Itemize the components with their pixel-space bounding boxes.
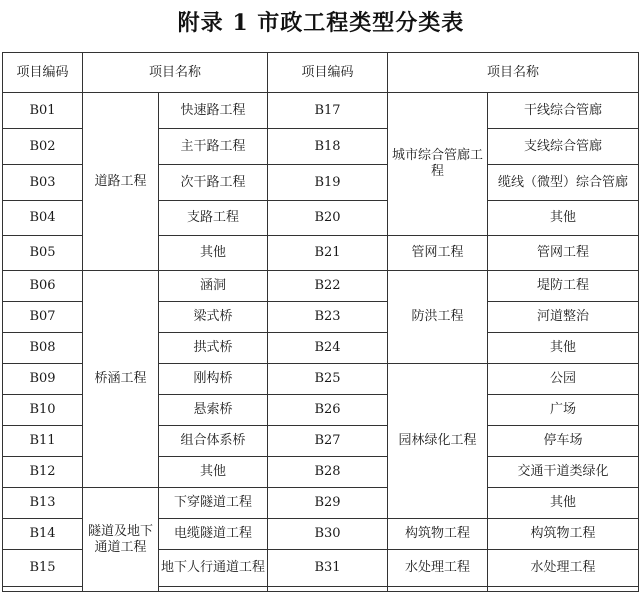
- empty-cell: [488, 587, 639, 592]
- header-row: [3, 53, 639, 93]
- header-code-right: 项目编码: [268, 53, 388, 93]
- subtype-cell: 干线综合管廊: [488, 93, 639, 129]
- subtype-cell: 构筑物工程: [488, 519, 639, 550]
- group-cell-water: 水处理工程: [388, 550, 488, 587]
- code-cell: B10: [3, 395, 83, 426]
- code-cell: B11: [3, 426, 83, 457]
- code-cell: B22: [268, 271, 388, 302]
- subtype-cell: 广场: [488, 395, 639, 426]
- header-name-left: 项目名称: [83, 53, 268, 93]
- table-row: [3, 93, 639, 129]
- subtype-cell: 涵洞: [159, 271, 268, 302]
- subtype-cell: 其他: [159, 457, 268, 488]
- subtype-cell: 堤防工程: [488, 271, 639, 302]
- code-cell: B26: [268, 395, 388, 426]
- subtype-cell: 停车场: [488, 426, 639, 457]
- group-cell-structure: 构筑物工程: [388, 519, 488, 550]
- subtype-cell: 主干路工程: [159, 129, 268, 165]
- code-cell: B03: [3, 165, 83, 201]
- code-cell: B30: [268, 519, 388, 550]
- subtype-cell: 其他: [488, 201, 639, 236]
- subtype-cell: 公园: [488, 364, 639, 395]
- code-cell: B13: [3, 488, 83, 519]
- subtype-cell: 交通干道类绿化: [488, 457, 639, 488]
- subtype-cell: 河道整治: [488, 302, 639, 333]
- empty-cell: [3, 587, 83, 592]
- subtype-cell: 管网工程: [488, 236, 639, 271]
- code-cell: B04: [3, 201, 83, 236]
- code-cell: B14: [3, 519, 83, 550]
- code-cell: B07: [3, 302, 83, 333]
- header-name-right: 项目名称: [388, 53, 639, 93]
- code-cell: B28: [268, 457, 388, 488]
- subtype-cell: 次干路工程: [159, 165, 268, 201]
- group-cell-pipe-network: 管网工程: [388, 236, 488, 271]
- empty-cell: [159, 587, 268, 592]
- subtype-cell: 电缆隧道工程: [159, 519, 268, 550]
- group-cell-road: 道路工程: [83, 93, 159, 271]
- subtype-cell: 其他: [488, 333, 639, 364]
- subtype-cell: 其他: [488, 488, 639, 519]
- subtype-cell: 快速路工程: [159, 93, 268, 129]
- code-cell: B27: [268, 426, 388, 457]
- code-cell: B19: [268, 165, 388, 201]
- empty-cell: [388, 587, 488, 592]
- group-cell-pipe-gallery: 城市综合管廊工程: [388, 93, 488, 236]
- subtype-cell: 拱式桥: [159, 333, 268, 364]
- subtype-cell: 水处理工程: [488, 550, 639, 587]
- code-cell: B18: [268, 129, 388, 165]
- subtype-cell: 其他: [159, 236, 268, 271]
- code-cell: B21: [268, 236, 388, 271]
- code-cell: B12: [3, 457, 83, 488]
- subtype-cell: 梁式桥: [159, 302, 268, 333]
- code-cell: B01: [3, 93, 83, 129]
- code-cell: B05: [3, 236, 83, 271]
- group-cell-tunnel: 隧道及地下通道工程: [83, 488, 159, 592]
- classification-table: [2, 52, 639, 592]
- table-row: [3, 271, 639, 302]
- code-cell: B24: [268, 333, 388, 364]
- group-cell-landscape: 园林绿化工程: [388, 364, 488, 519]
- code-cell: B06: [3, 271, 83, 302]
- empty-cell: [268, 587, 388, 592]
- subtype-cell: 支线综合管廊: [488, 129, 639, 165]
- subtype-cell: 悬索桥: [159, 395, 268, 426]
- page-title: 附录 1 市政工程类型分类表: [177, 10, 465, 36]
- code-cell: B08: [3, 333, 83, 364]
- subtype-cell: 组合体系桥: [159, 426, 268, 457]
- code-cell: B20: [268, 201, 388, 236]
- group-cell-bridge: 桥涵工程: [83, 271, 159, 488]
- code-cell: B31: [268, 550, 388, 587]
- subtype-cell: 支路工程: [159, 201, 268, 236]
- subtype-cell: 缆线（微型）综合管廊: [488, 165, 639, 201]
- subtype-cell: 刚构桥: [159, 364, 268, 395]
- subtype-cell: 地下人行通道工程: [159, 550, 268, 587]
- code-cell: B17: [268, 93, 388, 129]
- group-cell-flood: 防洪工程: [388, 271, 488, 364]
- code-cell: B02: [3, 129, 83, 165]
- code-cell: B25: [268, 364, 388, 395]
- code-cell: B09: [3, 364, 83, 395]
- subtype-cell: 下穿隧道工程: [159, 488, 268, 519]
- code-cell: B23: [268, 302, 388, 333]
- code-cell: B15: [3, 550, 83, 587]
- table-row: [3, 488, 639, 519]
- header-code-left: 项目编码: [3, 53, 83, 93]
- code-cell: B29: [268, 488, 388, 519]
